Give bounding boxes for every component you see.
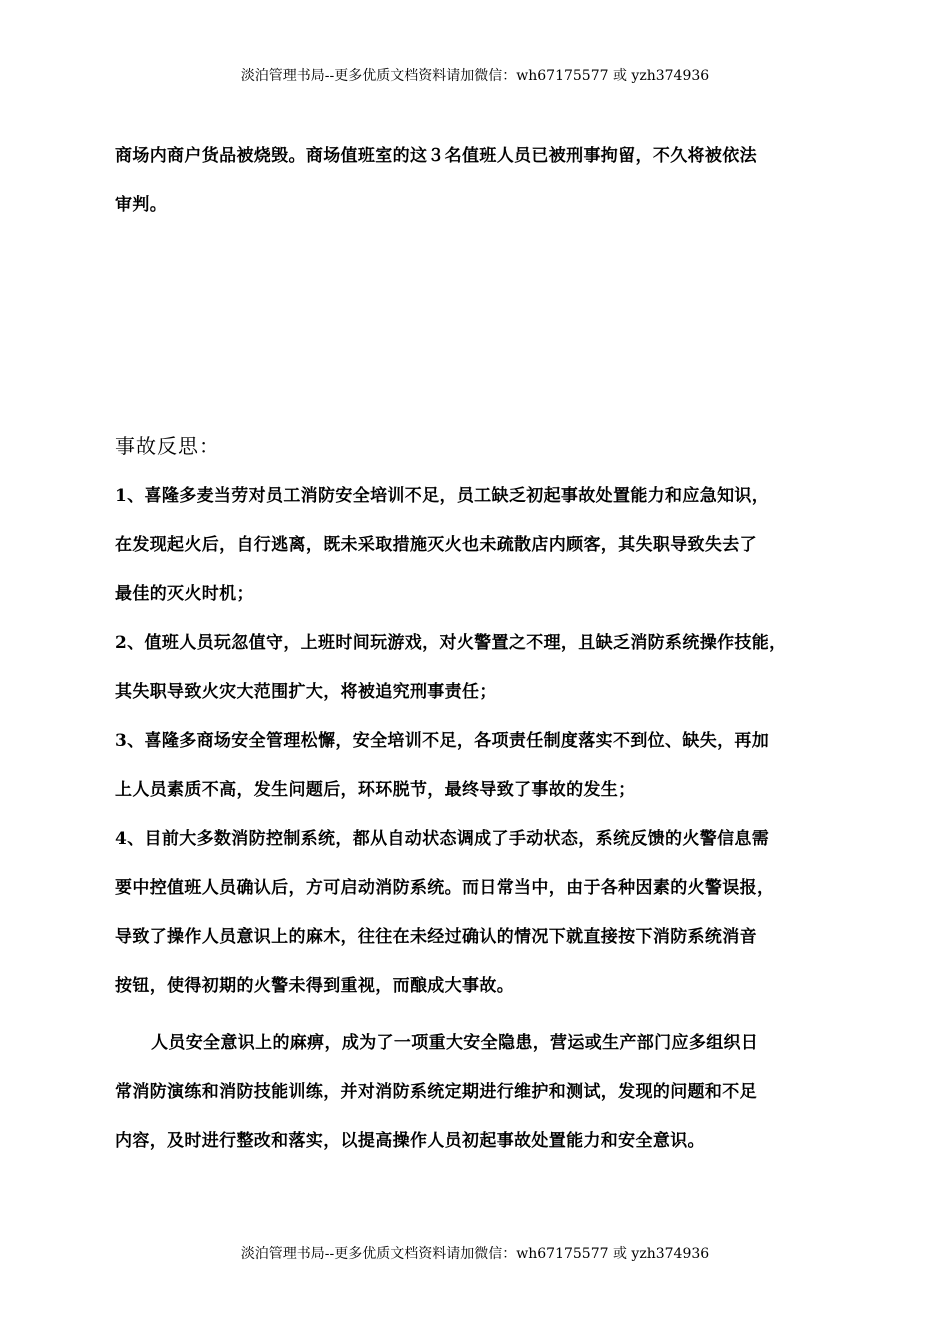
text-line: 2、值班人员玩忽值守，上班时间玩游戏，对火警置之不理，且缺乏消防系统操作技能， bbox=[115, 633, 787, 653]
text-line: 内容，及时进行整改和落实，以提高操作人员初起事故处置能力和安全意识。 bbox=[115, 1131, 705, 1151]
document-body bbox=[115, 132, 845, 1166]
text-line: 在发现起火后，自行逃离，既未采取措施灭火也未疏散店内顾客，其失职导致失去了 bbox=[115, 535, 757, 555]
text-line: 其失职导致火灾大范围扩大，将被追究刑事责任； bbox=[115, 682, 497, 702]
text-line: 最佳的灭火时机； bbox=[115, 584, 254, 604]
page-header: 淡泊管理书局--更多优质文档资料请加微信：wh67175577 或 yzh374936 bbox=[240, 68, 710, 84]
reflection-item-3 bbox=[115, 717, 845, 815]
text-line: 1、喜隆多麦当劳对员工消防安全培训不足，员工缺乏初起事故处置能力和应急知识， bbox=[115, 486, 770, 506]
conclusion-paragraph bbox=[115, 1019, 845, 1166]
section-heading: 事故反思： bbox=[115, 434, 220, 458]
text-line: 导致了操作人员意识上的麻木，往往在未经过确认的情况下就直接按下消防系统消音 bbox=[115, 927, 757, 947]
page-footer: 淡泊管理书局--更多优质文档资料请加微信：wh67175577 或 yzh374936 bbox=[240, 1246, 710, 1262]
text-line: 要中控值班人员确认后，方可启动消防系统。而日常当中，由于各种因素的火警误报， bbox=[115, 878, 775, 898]
reflection-item-4 bbox=[115, 815, 845, 1011]
intro-paragraph bbox=[115, 132, 845, 230]
text-line: 3、喜隆多商场安全管理松懈，安全培训不足，各项责任制度落实不到位、缺失，再加 bbox=[115, 731, 770, 751]
text-line: 上人员素质不高，发生问题后，环环脱节，最终导致了事故的发生； bbox=[115, 780, 636, 800]
text-line: 按钮，使得初期的火警未得到重视，而酿成大事故。 bbox=[115, 976, 515, 996]
reflection-item-2 bbox=[115, 619, 845, 717]
reflection-item-1 bbox=[115, 472, 845, 619]
text-line: 常消防演练和消防技能训练，并对消防系统定期进行维护和测试，发现的问题和不足 bbox=[115, 1082, 757, 1102]
text-line: 商场内商户货品被烧毁。商场值班室的这３名值班人员已被刑事拘留，不久将被依法 bbox=[115, 146, 757, 166]
text-line: 4、目前大多数消防控制系统，都从自动状态调成了手动状态，系统反馈的火警信息需 bbox=[115, 829, 770, 849]
text-line: 审判。 bbox=[115, 195, 168, 215]
text-line: 人员安全意识上的麻痹，成为了一项重大安全隐患，营运或生产部门应多组织日 bbox=[151, 1033, 759, 1053]
